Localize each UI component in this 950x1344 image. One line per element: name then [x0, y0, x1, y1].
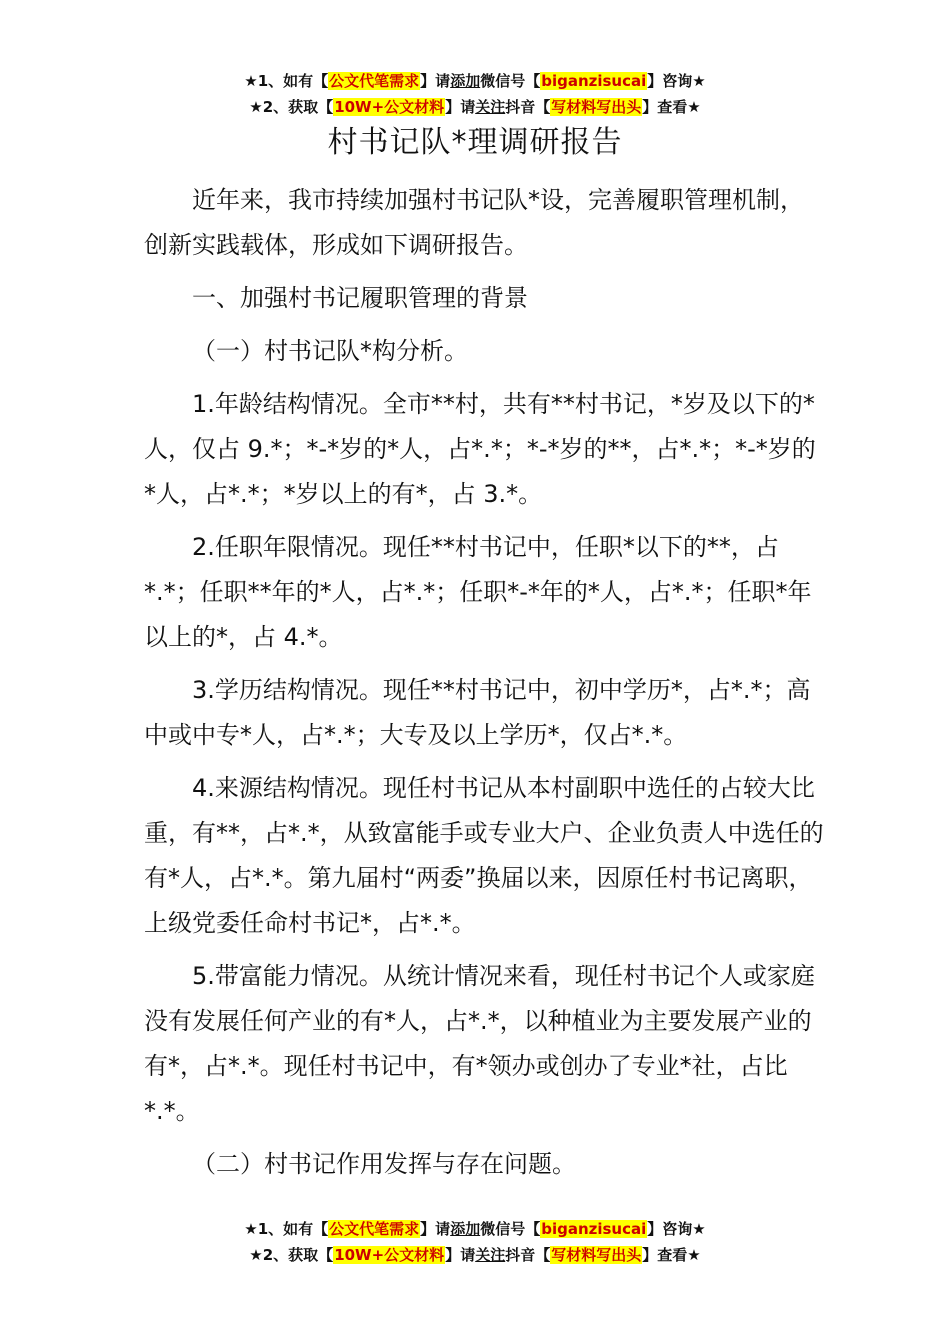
banner-text: ★2、获取【 [249, 98, 334, 116]
section-heading: 一、加强村书记履职管理的背景 [192, 284, 528, 312]
banner-text: 】咨询★ [647, 1220, 706, 1238]
paragraph: 2.任职年限情况。现任**村书记中，任职*以下的**，占*.*；任职**年的*人，占*.*；任职*-*年的*人，占*.*；任职*年以上的*，占 4.*。 [144, 533, 812, 651]
document-title: 村书记队*理调研报告 [327, 125, 623, 160]
banner-text: 微信号【 [480, 72, 541, 90]
banner-highlight: 写材料写出头 [551, 1246, 642, 1264]
banner-text: 】请 [420, 1220, 451, 1238]
banner-text: ★1、如有【 [244, 1220, 329, 1238]
banner-line-2 [0, 1242, 950, 1268]
banner-highlight: 公文代笔需求 [329, 1220, 420, 1238]
banner-highlight: biganzisucai [541, 1220, 647, 1238]
banner-highlight: 10W+公文材料 [334, 1246, 445, 1264]
top-banner [0, 68, 950, 120]
banner-highlight: 10W+公文材料 [334, 98, 445, 116]
banner-emphasis: 添加 [450, 72, 481, 90]
banner-text: 抖音【 [505, 98, 551, 116]
banner-text: 】查看★ [642, 1246, 701, 1264]
banner-emphasis: 添加 [450, 1220, 481, 1238]
paragraph: 5.带富能力情况。从统计情况来看，现任村书记个人或家庭没有发展任何产业的有*人，占*.*，以种植业为主要发展产业的有*，占*.*。现任村书记中，有*领办或创办了专业*社，占比*.*。 [144, 962, 815, 1125]
paragraph: 近年来，我市持续加强村书记队*设，完善履职管理机制，创新实践载体，形成如下调研报告。 [144, 186, 804, 259]
banner-text: ★2、获取【 [249, 1246, 334, 1264]
subsection-heading: （一）村书记队*构分析。 [192, 337, 468, 365]
banner-highlight: biganzisucai [541, 72, 647, 90]
banner-line-1 [0, 1216, 950, 1242]
banner-emphasis: 关注 [475, 1246, 506, 1264]
banner-text: ★1、如有【 [244, 72, 329, 90]
banner-text: 】请 [420, 72, 451, 90]
banner-line-1 [0, 68, 950, 94]
banner-emphasis: 关注 [475, 98, 506, 116]
banner-text: 】请 [445, 1246, 476, 1264]
banner-text: 】咨询★ [647, 72, 706, 90]
banner-text: 微信号【 [480, 1220, 541, 1238]
document-body [144, 178, 824, 1195]
paragraph: 1.年龄结构情况。全市**村，共有**村书记，*岁及以下的*人，仅占 9.*；*-*岁的*人，占*.*；*-*岁的**，占*.*；*-*岁的*人，占*.*；*岁以上的有*，占 3.*。 [144, 390, 816, 508]
banner-text: 】查看★ [642, 98, 701, 116]
banner-text: 抖音【 [505, 1246, 551, 1264]
banner-line-2 [0, 94, 950, 120]
paragraph: 3.学历结构情况。现任**村书记中，初中学历*，占*.*；高中或中专*人，占*.*；大专及以上学历*，仅占*.*。 [144, 676, 811, 749]
banner-highlight: 写材料写出头 [551, 98, 642, 116]
subsection-heading: （二）村书记作用发挥与存在问题。 [192, 1150, 576, 1178]
banner-highlight: 公文代笔需求 [329, 72, 420, 90]
bottom-banner [0, 1216, 950, 1268]
banner-text: 】请 [445, 98, 476, 116]
paragraph: 4.来源结构情况。现任村书记从本村副职中选任的占较大比重，有**，占*.*，从致富能手或专业大户、企业负责人中选任的有*人，占*.*。第九届村“两委”换届以来，因原任村书记离职，上级党委任命村书记*，占*.*。 [144, 774, 824, 937]
